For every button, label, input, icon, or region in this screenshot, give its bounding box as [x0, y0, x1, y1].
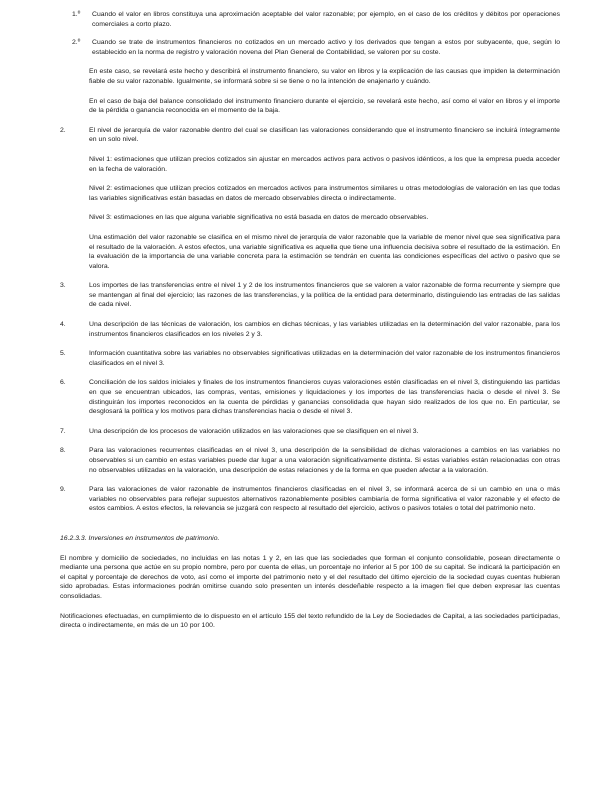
item-number: 2.	[60, 126, 66, 134]
numbered-item-3	[60, 281, 560, 310]
item-text: El nivel de jerarquía de valor razonable dentro del cual se clasifican las valoraciones considerando que el instrumento financiero se incluirá íntegramente en un solo nivel.	[89, 126, 560, 144]
paragraph-revelara: En este caso, se revelará este hecho y describirá el instrumento financiero, su valor en libros y la explicación de las causas que impiden la determinación fiable de su valor razonable. Igualmente, se informará sobre si se tiene o no la intención de enajenarlo y cuándo.	[89, 68, 560, 85]
item-text: Conciliación de los saldos iniciales y finales de los instrumentos financieros cuyas valoraciones estén clasificadas en el nivel 3, distinguiendo las partidas en que se encuentran ubicados, las compras, ventas, emisiones y liquidaciones y los importes de las transferencias hacia o desde el nivel 3. Se distinguirán los importes reconocidos en la cuenta de pérdidas y ganancias consolidada que hayan sido realizados de los que no. En particular, se desglosará la política y los motivos para dichas transferencias hacia o desde el nivel 3.	[89, 379, 560, 416]
sub-item-text: Cuando se trate de instrumentos financieros no cotizados en un mercado activo y los derivados que tengan a estos por subyacente, que, según lo establecido en la norma de registro y valoración novena del Plan General de Contabilidad, se valoren por su coste.	[92, 39, 560, 56]
item-text: Para las valoraciones de valor razonable de instrumentos financieros clasificadas en el nivel 3, se informará acerca de si un cambio en una o más variables no observables para reflejar supuestos alternativos razonablemente posibles cambiaría de forma significativa el valor razonable y el efecto de estos cambios. A estos efectos, la relevancia se juzgará con respecto al resultado del ejercicio, activos o pasivos totales o total del patrimonio neto.	[89, 486, 560, 513]
sub-item-1	[60, 10, 560, 29]
item-number: 4.	[60, 321, 66, 329]
item-number: 6.	[60, 379, 66, 387]
numbered-item-2	[60, 126, 560, 272]
sub-item-2	[60, 38, 560, 57]
nivel-3-text: Nivel 3: estimaciones en las que alguna variable significativa no está basada en datos de mercado observables.	[89, 214, 429, 222]
item-number: 7.	[60, 427, 66, 435]
item-text: Los importes de las transferencias entre el nivel 1 y 2 de los instrumentos financieros que se valoren a valor razonable de forma recurrente y siempre que se mantengan al final del ejercicio; las razones de las transferencias, y la política de la entidad para determinarlo, distinguiendo las entradas de las salidas de cada nivel.	[89, 282, 560, 309]
numbered-item-9	[60, 485, 560, 514]
numbered-item-5	[60, 349, 560, 368]
sub-item-text: Cuando el valor en libros constituya una aproximación aceptable del valor razonable; por ejemplo, en el caso de los créditos y débitos por operaciones comerciales a corto plazo.	[92, 11, 560, 28]
sub-item-marker: 2.º	[72, 39, 81, 47]
item-number: 8.	[60, 447, 66, 455]
item-number: 3.	[60, 282, 66, 290]
paragraph-nombre: El nombre y domicilio de sociedades, no incluidas en las notas 1 y 2, en las que las sociedades que forman el conjunto consolidable, posean directamente o mediante una persona que actúe en su propio nombre, pero por cuenta de ellas, un porcentaje no inferior al 5 por 100 de su capital. Se indicará la participación en el capital y porcentaje de derechos de voto, así como el importe del patrimonio neto y el del resultado del último ejercicio de la sociedad cuyas cuentas hubieran sido aprobadas. Estas informaciones podrán omitirse cuando solo presenten un interés desdeñable respecto a la imagen fiel que deben expresar las cuentas consolidadas.	[60, 554, 560, 600]
numbered-item-4	[60, 320, 560, 339]
sub-item-marker: 1.º	[72, 11, 81, 18]
item-text: Una descripción de los procesos de valoración utilizados en las valoraciones que se clasifiquen en el nivel 3.	[89, 427, 419, 435]
paragraph-notificaciones: Notificaciones efectuadas, en cumplimiento de lo dispuesto en el artículo 155 del texto refundido de la Ley de Sociedades de Capital, a las sociedades participadas, directa o indirectamente, en más de un 10 por 100.	[60, 612, 560, 630]
nivel-2-text: Nivel 2: estimaciones que utilizan precios cotizados en mercados activos para instrumentos similares u otras metodologías de valoración en las que todas las variables significativas están basadas en datos de mercado observables directa o indirectamente.	[89, 185, 560, 202]
numbered-item-6	[60, 378, 560, 416]
item-text: Información cuantitativa sobre las variables no observables significativas utilizadas en la determinación del valor razonable de los instrumentos financieros clasificados en el nivel 3.	[89, 350, 560, 367]
estimacion-text: Una estimación del valor razonable se clasifica en el mismo nivel de jerarquía de valor razonable que la variable de menor nivel que sea significativa para el resultado de la valoración. A estos efectos, una variable significativa es aquella que tiene una influencia decisiva sobre el resultado de la estimación. En la evaluación de la importancia de una variable concreta para la estimación se tendrán en cuenta las condiciones específicas del activo o pasivo que se valora.	[89, 233, 560, 270]
nivel-1-text: Nivel 1: estimaciones que utilizan precios cotizados sin ajustar en mercados activos para activos o pasivos idénticos, a los que la empresa pueda acceder en la fecha de valoración.	[89, 155, 560, 173]
numbered-item-8	[60, 446, 560, 475]
item-number: 9.	[60, 486, 66, 494]
document-page	[60, 10, 560, 631]
section-title: 16.2.3.3. Inversiones en instrumentos de patrimonio.	[60, 534, 220, 542]
paragraph-baja: En el caso de baja del balance consolidado del instrumento financiero durante el ejercicio, se revelará este hecho, así como el valor en libros y el importe de la pérdida o ganancia reconocida en el momento de la baja.	[89, 97, 560, 115]
item-number: 5.	[60, 350, 66, 358]
item-text: Para las valoraciones recurrentes clasificadas en el nivel 3, una descripción de la sensibilidad de dichas valoraciones a cambios en las variables no observables si un cambio en estas variables puede dar lugar a una valoración significativamente distinta. Si estas variables están relacionadas con otras no observables utilizadas en la valoración, una descripción de estas relaciones y de la forma en que pueden afectar a la valoración.	[89, 447, 560, 474]
item-text: Una descripción de las técnicas de valoración, los cambios en dichas técnicas, y las variables utilizadas en la determinación del valor razonable, para los instrumentos financieros clasificados en los niveles 2 y 3.	[89, 321, 560, 338]
numbered-item-7	[60, 427, 560, 437]
